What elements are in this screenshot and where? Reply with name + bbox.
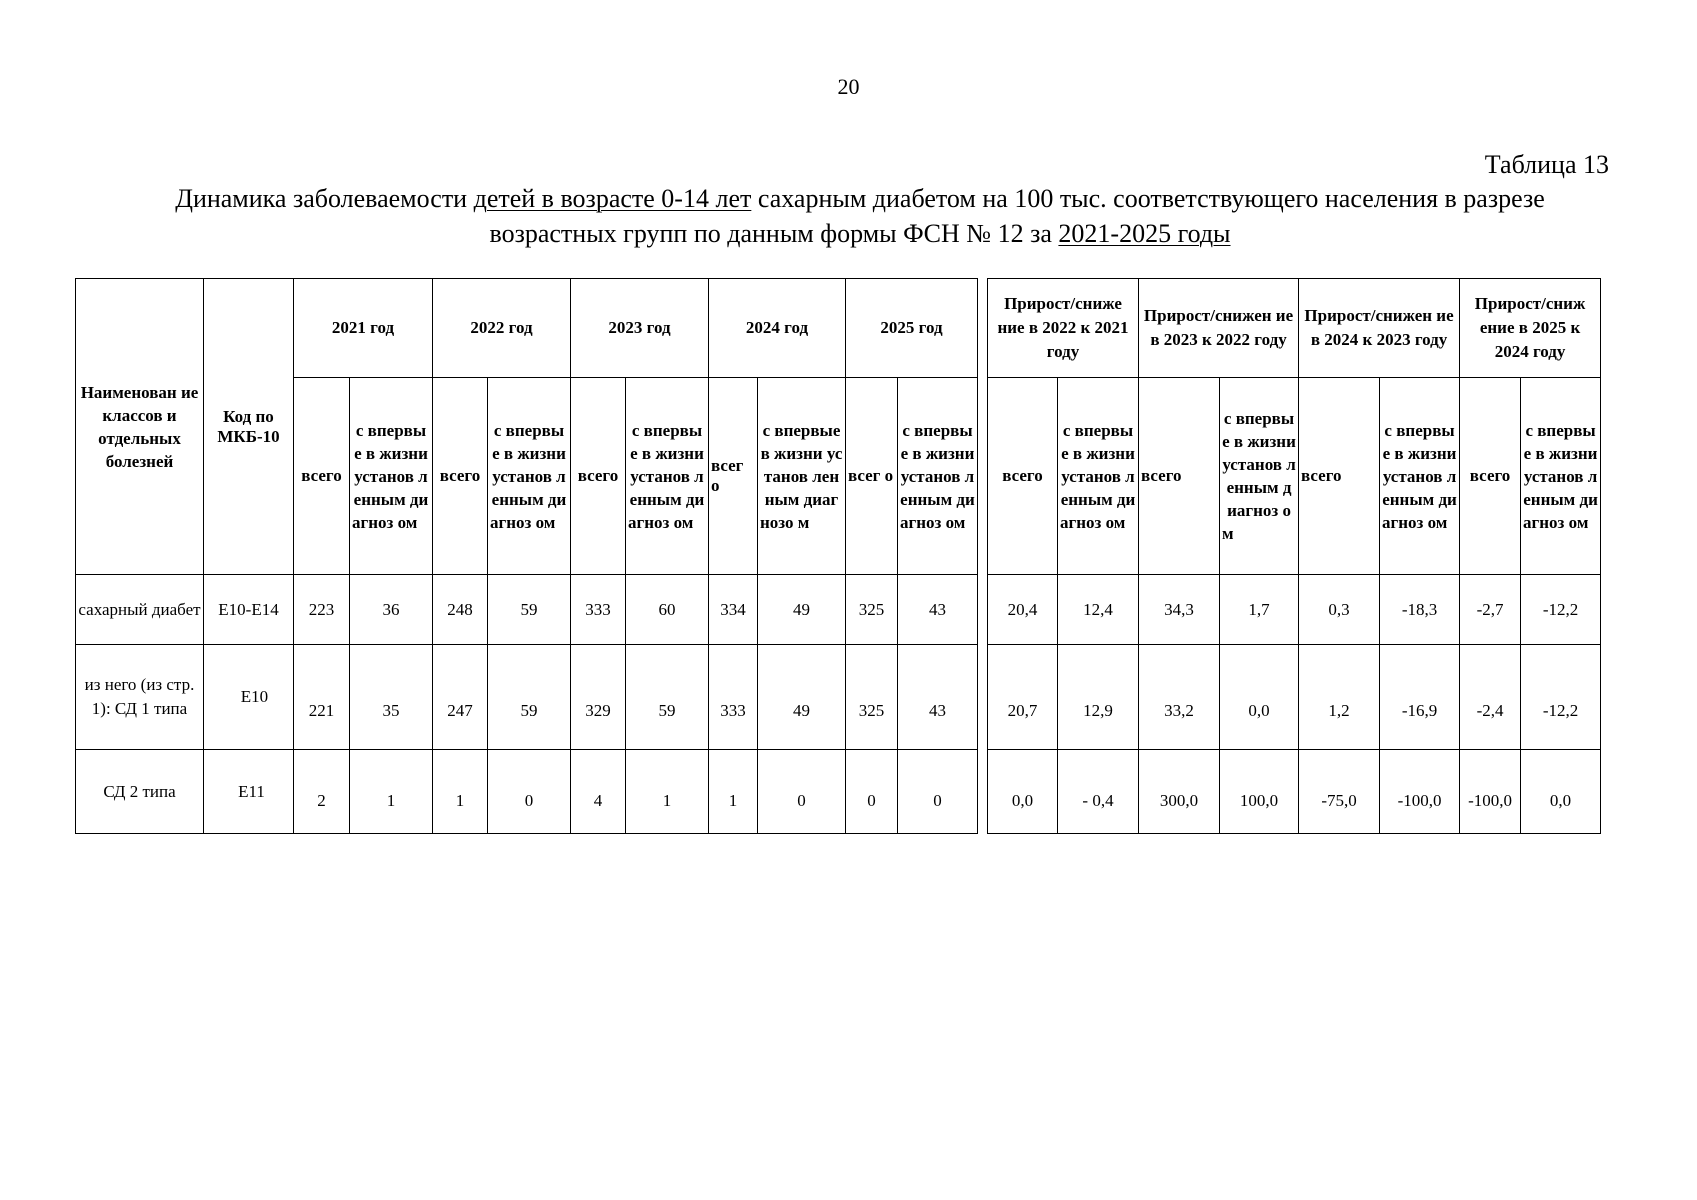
table-label: Таблица 13 [1484,150,1609,179]
first-time-header: с впервы е в жизни установ ленным диагноз ом [488,378,571,575]
table-row [988,750,1601,834]
code-column-header: Код по МКБ-10 [204,279,294,575]
table-row [988,575,1601,645]
title-part-3: сахарным диабетом на 100 тыс. соответствующего населения в разрезе возрастных групп по данным формы ФСН № 12 за [489,184,1545,248]
value-cell: 35 [350,645,433,750]
table-row [988,645,1601,750]
value-cell: 20,7 [988,645,1058,750]
value-cell: 1 [433,750,488,834]
value-cell: -2,4 [1460,645,1521,750]
title-part-4: 2021-2025 годы [1058,219,1231,248]
value-cell: 59 [488,645,571,750]
row-name: из него (из стр. 1): СД 1 типа [76,645,204,750]
value-cell: -16,9 [1380,645,1460,750]
total-header: всего [571,378,626,575]
total-header: всего [1139,378,1220,575]
value-cell: 0 [846,750,898,834]
value-cell: 325 [846,575,898,645]
value-cell: 0 [758,750,846,834]
total-header: всего [433,378,488,575]
value-cell: 221 [294,645,350,750]
row-name: СД 2 типа [76,750,204,834]
value-cell: 1 [626,750,709,834]
value-cell: 1 [350,750,433,834]
value-cell: 12,9 [1058,645,1139,750]
value-cell: -100,0 [1460,750,1521,834]
value-cell: - 0,4 [1058,750,1139,834]
row-name: сахарный диабет [76,575,204,645]
first-time-header: с впервые в жизни установ ленным диагнозо м [758,378,846,575]
value-cell: 49 [758,645,846,750]
row-code: E10 [204,645,294,750]
year-header: 2021 год [294,279,433,378]
value-cell: 333 [571,575,626,645]
table-row [76,575,978,645]
value-cell: -100,0 [1380,750,1460,834]
value-cell: 329 [571,645,626,750]
table-row [76,750,978,834]
value-cell: 333 [709,645,758,750]
value-cell: -12,2 [1521,645,1601,750]
growth-group-header: Прирост/снижен ие в 2023 к 2022 году [1139,279,1299,378]
value-cell: 2 [294,750,350,834]
value-cell: 59 [626,645,709,750]
value-cell: 100,0 [1220,750,1299,834]
value-cell: 0,3 [1299,575,1380,645]
title-part-1: Динамика заболеваемости [175,184,474,213]
value-cell: 34,3 [1139,575,1220,645]
name-column-header: Наименован ие классов и отдельных болезней [76,279,204,575]
value-cell: 0,0 [1521,750,1601,834]
value-cell: 60 [626,575,709,645]
value-cell: -2,7 [1460,575,1521,645]
year-header: 2025 год [846,279,978,378]
total-header: всего [294,378,350,575]
incidence-table [75,278,978,834]
value-cell: 43 [898,575,978,645]
growth-group-header: Прирост/снижен ие в 2024 к 2023 году [1299,279,1460,378]
page-number: 20 [837,74,860,99]
value-cell: 20,4 [988,575,1058,645]
value-cell: 1,2 [1299,645,1380,750]
value-cell: 247 [433,645,488,750]
value-cell: -18,3 [1380,575,1460,645]
total-header: всег о [846,378,898,575]
value-cell: 33,2 [1139,645,1220,750]
value-cell: 248 [433,575,488,645]
value-cell: 1,7 [1220,575,1299,645]
value-cell: 334 [709,575,758,645]
value-cell: 4 [571,750,626,834]
value-cell: 0,0 [1220,645,1299,750]
value-cell: 223 [294,575,350,645]
first-time-header: с впервы е в жизни установ ленным диагноз ом [1220,378,1299,575]
first-time-header: с впервы е в жизни установ ленным диагноз ом [626,378,709,575]
table-title [120,181,1600,251]
first-time-header: с впервы е в жизни установ ленным диагноз ом [1058,378,1139,575]
growth-group-header: Прирост/сниж ение в 2025 к 2024 году [1460,279,1601,378]
table-row [76,645,978,750]
value-cell: -75,0 [1299,750,1380,834]
value-cell: 300,0 [1139,750,1220,834]
growth-group-header: Прирост/сниже ние в 2022 к 2021 году [988,279,1139,378]
first-time-header: с впервы е в жизни установ ленным диагноз ом [350,378,433,575]
value-cell: 1 [709,750,758,834]
growth-table [987,278,1601,834]
value-cell: 0,0 [988,750,1058,834]
first-time-header: с впервы е в жизни установ ленным диагноз ом [1380,378,1460,575]
value-cell: 12,4 [1058,575,1139,645]
year-header: 2022 год [433,279,571,378]
value-cell: 0 [898,750,978,834]
value-cell: 59 [488,575,571,645]
first-time-header: с впервы е в жизни установ ленным диагноз ом [1521,378,1601,575]
year-header: 2024 год [709,279,846,378]
value-cell: 36 [350,575,433,645]
total-header: всего [1460,378,1521,575]
year-header: 2023 год [571,279,709,378]
total-header: всего [1299,378,1380,575]
title-part-2: детей в возрасте 0-14 лет [473,184,752,213]
value-cell: 49 [758,575,846,645]
value-cell: -12,2 [1521,575,1601,645]
row-code: E10-E14 [204,575,294,645]
value-cell: 43 [898,645,978,750]
total-header: всег о [709,378,758,575]
value-cell: 325 [846,645,898,750]
total-header: всего [988,378,1058,575]
value-cell: 0 [488,750,571,834]
row-code: E11 [204,750,294,834]
first-time-header: с впервы е в жизни установ ленным диагноз ом [898,378,978,575]
